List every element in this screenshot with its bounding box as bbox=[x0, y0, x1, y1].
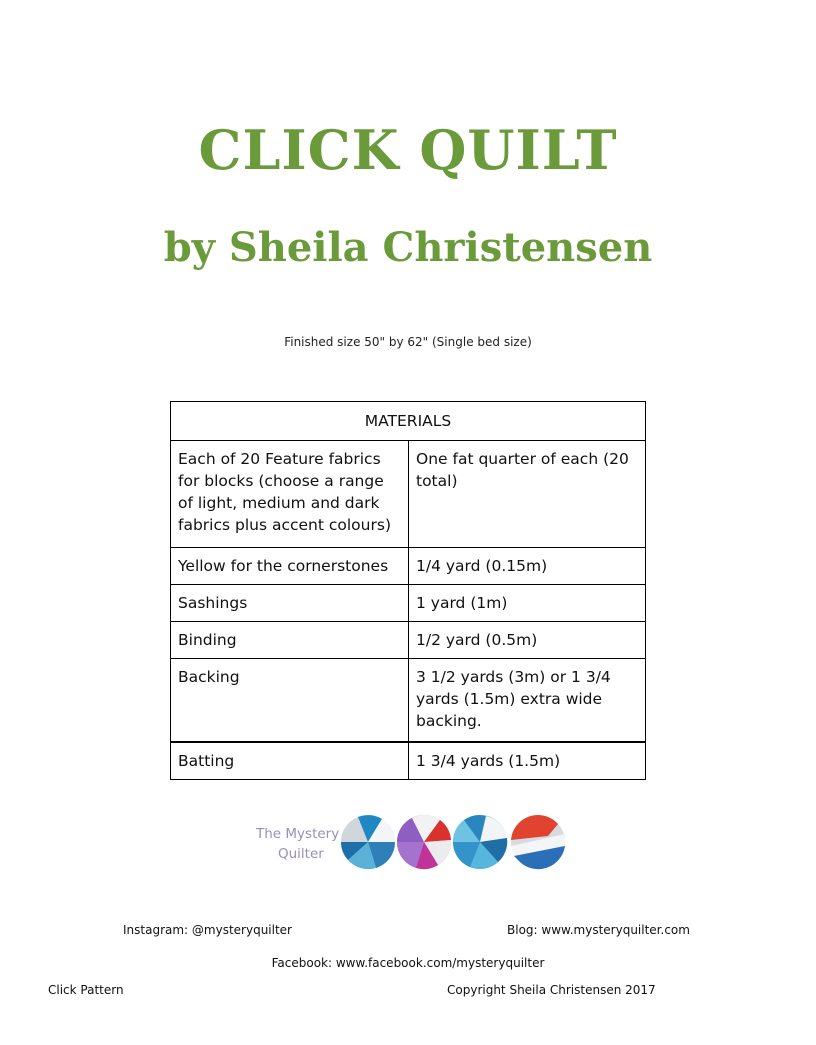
material-amount: One fat quarter of each (20 total) bbox=[409, 441, 646, 548]
table-row bbox=[171, 548, 646, 585]
pattern-name: Click Pattern bbox=[48, 983, 124, 997]
table-row bbox=[171, 742, 646, 780]
materials-table bbox=[170, 401, 646, 780]
material-amount: 1 yard (1m) bbox=[409, 585, 646, 622]
blog-url: Blog: www.mysteryquilter.com bbox=[507, 923, 690, 937]
copyright-notice: Copyright Sheila Christensen 2017 bbox=[447, 983, 656, 997]
table-row bbox=[171, 622, 646, 659]
material-item: Batting bbox=[171, 742, 409, 780]
material-amount: 3 1/2 yards (3m) or 1 3/4 yards (1.5m) extra wide backing. bbox=[409, 659, 646, 743]
material-item: Yellow for the cornerstones bbox=[171, 548, 409, 585]
quilt-block-icon bbox=[397, 815, 451, 869]
logo-line-2: Quilter bbox=[278, 846, 324, 862]
material-amount: 1/4 yard (0.15m) bbox=[409, 548, 646, 585]
logo-line-1: The Mystery bbox=[256, 826, 340, 842]
author-byline: by Sheila Christensen bbox=[163, 224, 653, 271]
materials-header-row bbox=[171, 402, 646, 441]
material-item: Each of 20 Feature fabrics for blocks (choose a range of light, medium and dark fabrics plus accent colours) bbox=[171, 441, 409, 548]
table-row bbox=[171, 441, 646, 548]
material-amount: 1 3/4 yards (1.5m) bbox=[409, 742, 646, 780]
quilt-block-icons bbox=[252, 812, 568, 872]
page-title: CLICK QUILT bbox=[198, 118, 618, 182]
finished-size: Finished size 50" by 62" (Single bed size) bbox=[284, 335, 532, 349]
quilt-block-icon bbox=[453, 815, 507, 869]
table-row bbox=[171, 585, 646, 622]
facebook-url: Facebook: www.facebook.com/mysteryquilter bbox=[271, 956, 545, 970]
quilt-block-icon bbox=[511, 815, 565, 869]
quilt-block-icon bbox=[341, 815, 395, 869]
materials-heading: MATERIALS bbox=[171, 402, 646, 441]
material-item: Sashings bbox=[171, 585, 409, 622]
table-row bbox=[171, 659, 646, 743]
mystery-quilter-logo bbox=[252, 812, 568, 872]
material-item: Binding bbox=[171, 622, 409, 659]
material-amount: 1/2 yard (0.5m) bbox=[409, 622, 646, 659]
instagram-handle: Instagram: @mysteryquilter bbox=[123, 923, 292, 937]
material-item: Backing bbox=[171, 659, 409, 743]
